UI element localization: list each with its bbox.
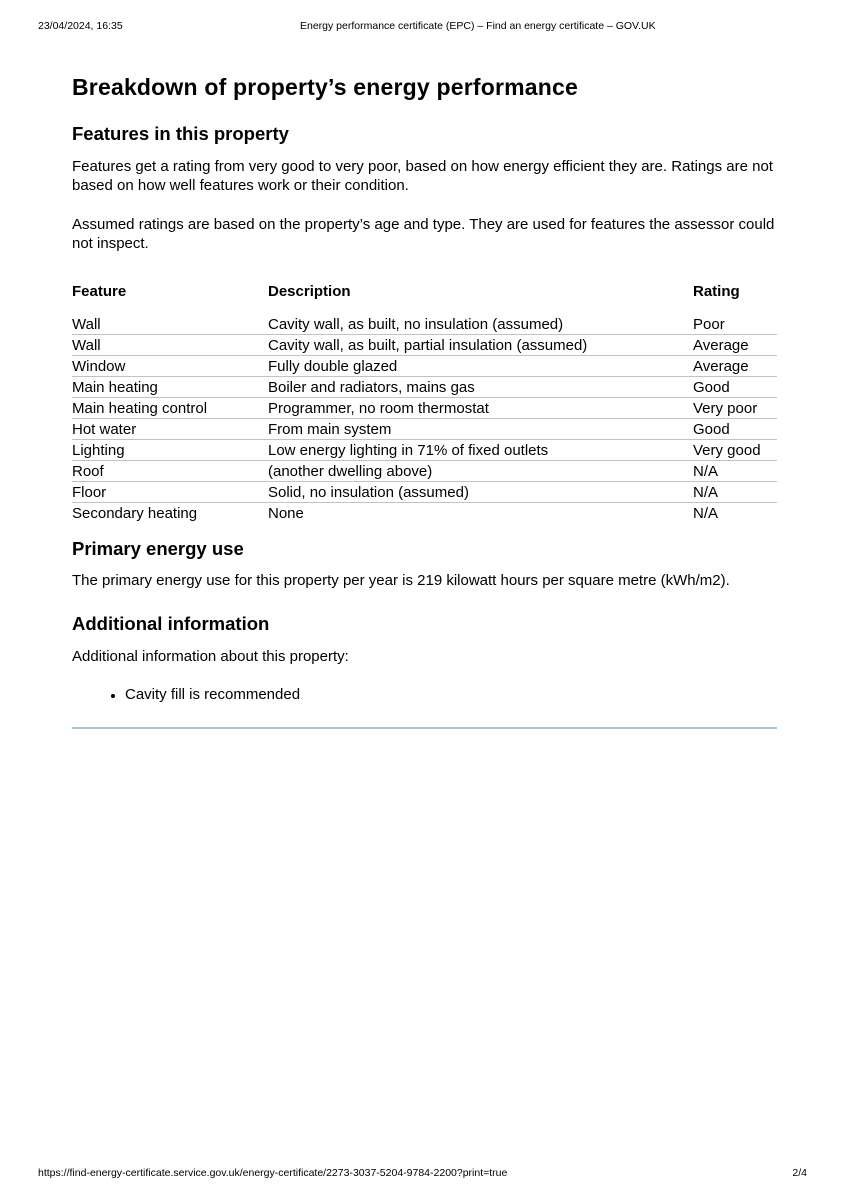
column-header-rating: Rating <box>693 283 740 300</box>
feature-cell: Lighting <box>72 440 268 461</box>
features-intro-paragraph-1: Features get a rating from very good to very poor, based on how energy efficient they are. Ratings are not based on how well features work or their condition. <box>72 158 773 194</box>
rating-cell: N/A <box>693 461 777 482</box>
section-heading-features: Features in this property <box>72 123 289 144</box>
table-row <box>72 461 777 482</box>
description-cell: Low energy lighting in 71% of fixed outlets <box>268 440 693 461</box>
print-source-url: https://find-energy-certificate.service.gov.uk/energy-certificate/2273-3037-5204-9784-2200?print=true <box>38 1167 508 1179</box>
features-table-body <box>72 314 777 523</box>
table-row <box>72 419 777 440</box>
primary-energy-paragraph: The primary energy use for this property per year is 219 kilowatt hours per square metre (kWh/m2). <box>72 572 730 589</box>
description-cell: Boiler and radiators, mains gas <box>268 377 693 398</box>
feature-cell: Wall <box>72 335 268 356</box>
table-header-row <box>72 283 777 314</box>
description-cell: Cavity wall, as built, no insulation (assumed) <box>268 314 693 335</box>
feature-cell: Secondary heating <box>72 505 198 522</box>
print-document-title: Energy performance certificate (EPC) – Find an energy certificate – GOV.UK <box>300 20 656 32</box>
section-divider <box>72 727 777 729</box>
feature-cell: Floor <box>72 482 268 503</box>
rating-cell: Good <box>693 377 777 398</box>
list-item: • Cavity fill is recommended <box>125 686 777 705</box>
description-cell: Solid, no insulation (assumed) <box>268 482 693 503</box>
rating-cell: Average <box>693 335 777 356</box>
rating-cell: Very poor <box>693 398 777 419</box>
rating-cell: Average <box>693 356 777 377</box>
feature-cell: Hot water <box>72 419 268 440</box>
table-row <box>72 503 777 524</box>
table-row <box>72 398 777 419</box>
table-row <box>72 377 777 398</box>
column-header-description: Description <box>268 283 351 300</box>
table-row <box>72 314 777 335</box>
description-cell: From main system <box>268 419 693 440</box>
features-intro-paragraph-2: Assumed ratings are based on the property’s age and type. They are used for features the assessor could not inspect. <box>72 216 775 252</box>
rating-cell: Good <box>693 419 777 440</box>
section-heading-primary-energy: Primary energy use <box>72 538 244 559</box>
additional-info-paragraph: Additional information about this property: <box>72 647 349 665</box>
additional-info-list <box>72 686 777 705</box>
print-page-number: 2/4 <box>792 1167 807 1179</box>
feature-cell: Main heating <box>72 377 268 398</box>
feature-cell: Window <box>72 356 268 377</box>
description-cell: (another dwelling above) <box>268 461 693 482</box>
column-header-feature: Feature <box>72 283 127 300</box>
section-heading-additional-info: Additional information <box>72 612 270 634</box>
features-table <box>72 283 777 523</box>
print-datetime: 23/04/2024, 16:35 <box>38 20 123 32</box>
description-cell: None <box>268 505 304 522</box>
description-cell: Cavity wall, as built, partial insulation (assumed) <box>268 335 693 356</box>
document-content <box>72 0 777 729</box>
feature-cell: Roof <box>72 461 268 482</box>
feature-cell: Wall <box>72 314 268 335</box>
rating-cell: N/A <box>693 482 777 503</box>
description-cell: Fully double glazed <box>268 356 693 377</box>
table-row <box>72 356 777 377</box>
rating-cell: Very good <box>693 440 777 461</box>
description-cell: Programmer, no room thermostat <box>268 398 693 419</box>
feature-cell: Main heating control <box>72 398 268 419</box>
rating-cell: Poor <box>693 314 777 335</box>
table-row <box>72 335 777 356</box>
page-title: Breakdown of property’s energy performance <box>72 74 579 100</box>
table-row <box>72 482 777 503</box>
table-row <box>72 440 777 461</box>
rating-cell: N/A <box>693 505 719 522</box>
